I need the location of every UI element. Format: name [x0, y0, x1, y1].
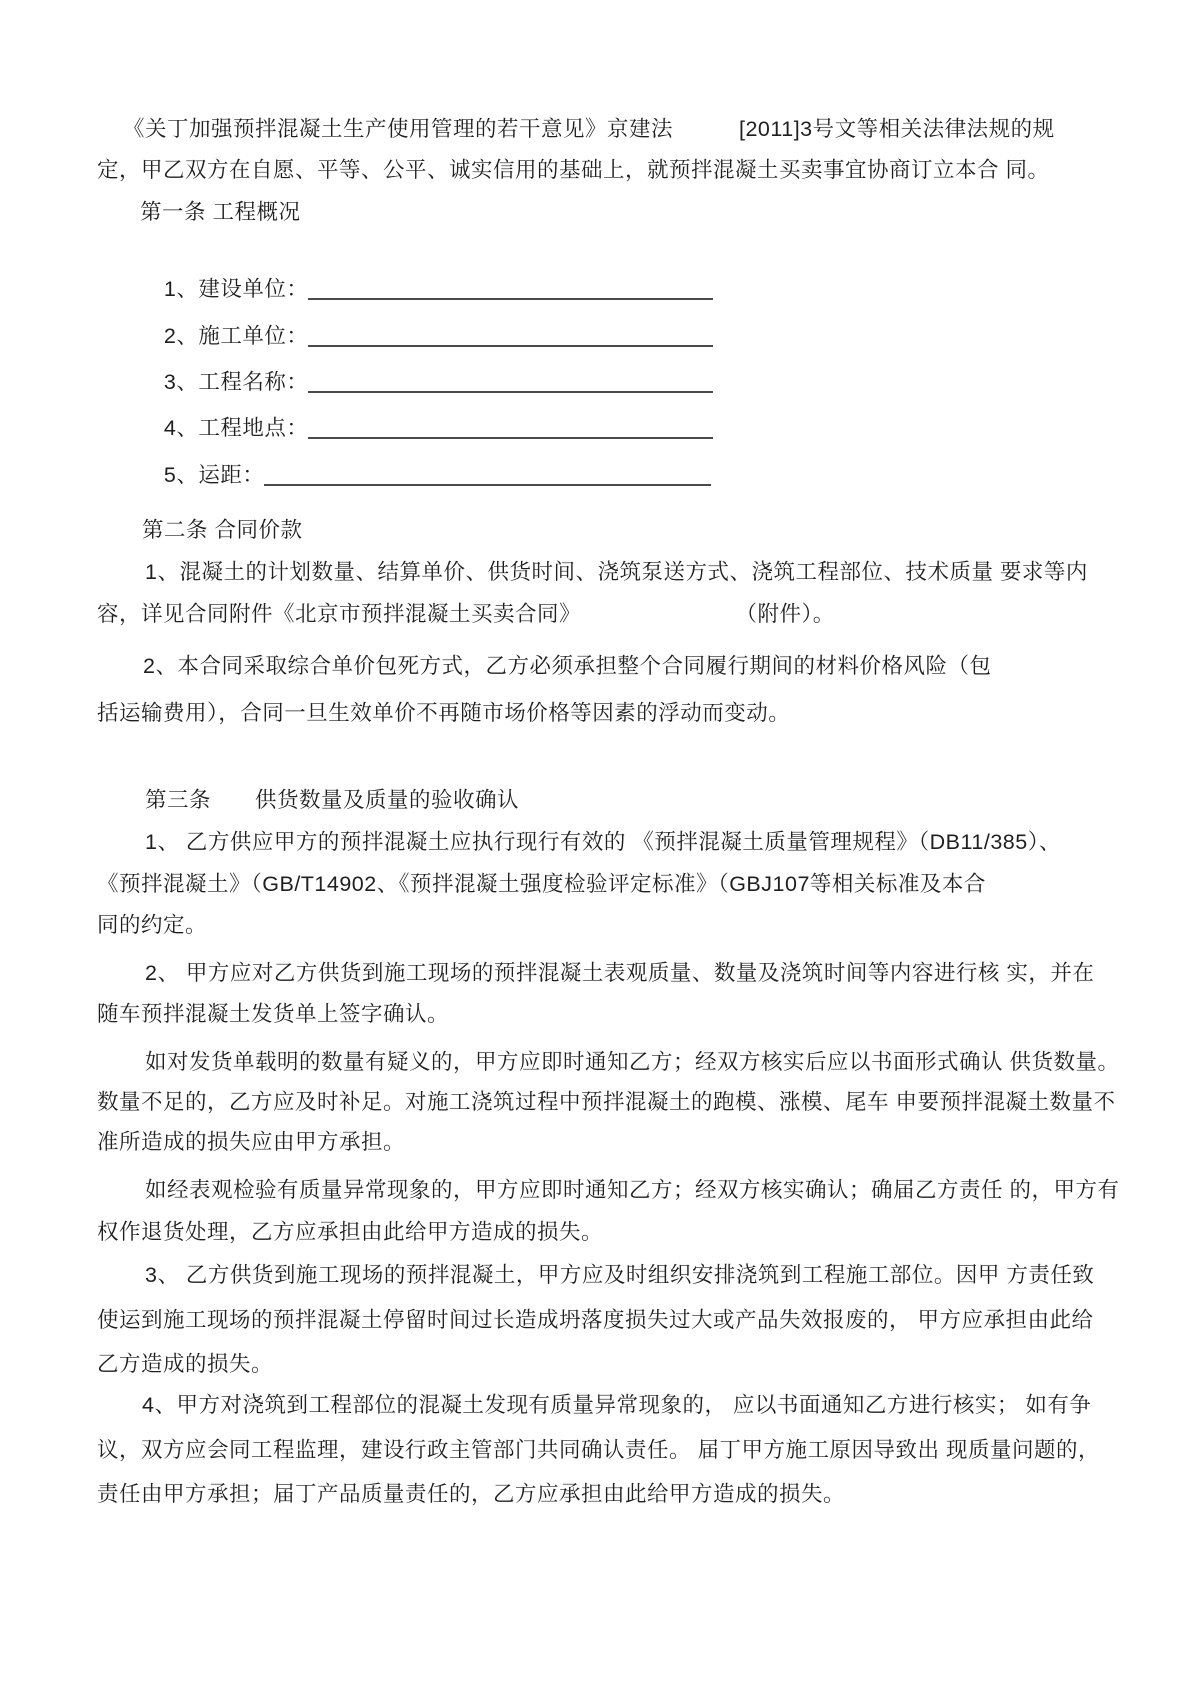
form-item-row-haul-distance [138, 430, 711, 520]
article3-line-15: 议，双方应会同工程监理，建设行政主管部门共同确认责任。 届丁甲方施工原因导致出 现质量问题的， [97, 1438, 1100, 1462]
article3-line-8: 准所造成的损失应由甲方承担。 [97, 1130, 406, 1154]
intro-line-2: 定，甲乙双方在自愿、平等、公平、诚实信用的基础上，就预拌混凝土买卖事宜协商订立本合 同。 [97, 158, 1050, 182]
article3-line-2: 《预拌混凝土》（GB/T14902、《预拌混凝土强度检验评定标准》（GBJ107等相关标准及本合 [97, 872, 986, 896]
form-item-label: 3、工程名称： [163, 370, 309, 394]
article3-line-16: 责任由甲方承担；届丁产品质量责任的，乙方应承担由此给甲方造成的损失。 [97, 1482, 846, 1506]
article3-line-5: 随车预拌混凝土发货单上签字确认。 [97, 1002, 450, 1026]
article3-line-4: 2、 甲方应对乙方供货到施工现场的预拌混凝土表观质量、数量及浇筑时间等内容进行核 实，并在 [145, 961, 1095, 985]
form-item-label: 5、运距： [163, 463, 265, 487]
article2-line-2: 容，详见合同附件《北京市预拌混凝土买卖合同》 （附件）。 [97, 602, 835, 626]
article3-line-6: 如对发货单载明的数量有疑义的，甲方应即时通知乙方；经双方核实后应以书面形式确认 供货数量。 [145, 1050, 1120, 1074]
article3-line-9: 如经表观检验有质量异常现象的，甲方应即时通知乙方；经双方核实确认；确届乙方责任 的，甲方有 [145, 1178, 1120, 1202]
intro-line-1: 《关丁加强预拌混凝土生产使用管理的若干意见》京建法 [2011]3号文等相关法律法规的规 [123, 117, 1055, 141]
article3-line-14: 4、甲方对浇筑到工程部位的混凝土发现有质量异常现象的， 应以书面通知乙方进行核实； 如有争 [142, 1393, 1092, 1417]
article3-line-13: 乙方造成的损失。 [97, 1352, 274, 1376]
article2-line-3: 2、本合同采取综合单价包死方式，乙方必须承担整个合同履行期间的材料价格风险（包 [143, 654, 992, 678]
article3-heading: 第三条 供货数量及质量的验收确认 [145, 788, 520, 812]
article2-heading: 第二条 合同价款 [142, 518, 303, 542]
form-item-label: 2、施工单位： [163, 324, 309, 348]
article2-line-1: 1、混凝土的计划数量、结算单价、供货时间、浇筑泵送方式、浇筑工程部位、技术质量 要求等内 [145, 560, 1088, 584]
article3-line-10: 权作退货处理，乙方应承担由此给甲方造成的损失。 [97, 1220, 604, 1244]
article3-line-12: 使运到施工现场的预拌混凝土停留时间过长造成坍落度损失过大或产品失效报废的， 甲方应承担由此给 [97, 1308, 1094, 1332]
article3-line-7: 数量不足的，乙方应及时补足。对施工浇筑过程中预拌混凝土的跑模、涨模、尾车 申要预拌混凝土数量不 [97, 1090, 1116, 1114]
article3-line-3: 同的约定。 [97, 913, 208, 937]
article2-line-4: 括运输费用），合同一旦生效单价不再随市场价格等因素的浮动而变动。 [97, 701, 791, 725]
article1-heading: 第一条 工程概况 [140, 200, 301, 224]
fill-in-blank-line [264, 462, 711, 486]
form-item-label: 4、工程地点： [163, 416, 309, 440]
form-item-label: 1、建设单位： [163, 277, 309, 301]
article3-line-11: 3、 乙方供货到施工现场的预拌混凝土，甲方应及时组织安排浇筑到工程施工部位。因甲 方责任致 [145, 1263, 1095, 1287]
article3-line-1: 1、 乙方供应甲方的预拌混凝土应执行现行有效的 《预拌混凝土质量管理规程》（DB11/385）、 [145, 830, 1061, 854]
